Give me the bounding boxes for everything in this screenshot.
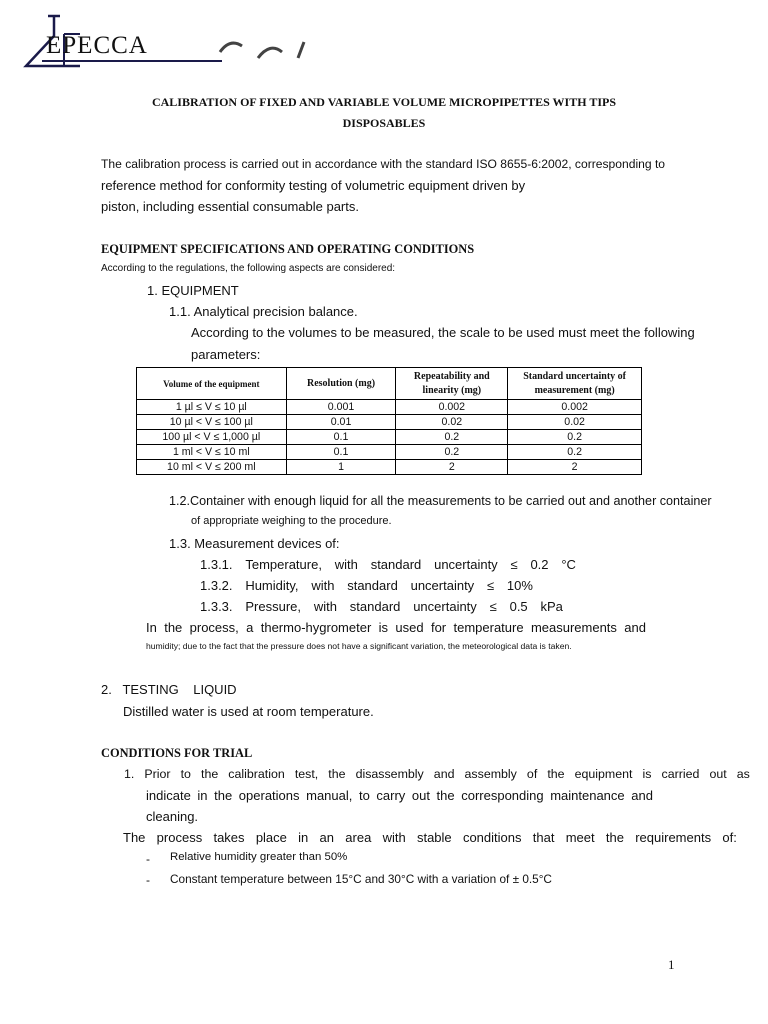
- table-cell: 0.002: [508, 400, 642, 415]
- bullet-marker: -: [146, 852, 150, 866]
- table-cell: 2: [508, 460, 642, 475]
- item-2-text: Distilled water is used at room temperature.: [123, 704, 374, 719]
- item-1-2-line-1: 1.2.Container with enough liquid for all the measurements to be carried out and another container: [169, 494, 712, 508]
- process-small-text: humidity; due to the fact that the pressure does not have a significant variation, the meteorological data is taken.: [146, 641, 572, 651]
- bullet-humidity: Relative humidity greater than 50%: [170, 851, 348, 863]
- logo-underline: [42, 60, 222, 62]
- item-2-testing-liquid: 2. TESTING LIQUID: [101, 682, 237, 697]
- table-row: [137, 430, 642, 445]
- bullet-temperature: Constant temperature between 15°C and 30°C with a variation of ± 0.5°C: [170, 872, 552, 886]
- item-1-2-line-2: of appropriate weighing to the procedure.: [191, 515, 392, 527]
- table-cell: 0.001: [286, 400, 396, 415]
- table-header: Standard uncertainty of measurement (mg): [508, 368, 642, 400]
- table-cell: 0.2: [508, 430, 642, 445]
- table-row: [137, 400, 642, 415]
- trial-item-1-line-2: indicate in the operations manual, to carry out the corresponding maintenance and: [146, 788, 653, 803]
- item-1-equipment: 1. EQUIPMENT: [147, 283, 239, 298]
- table-header: Volume of the equipment: [137, 368, 287, 400]
- table-cell: 1 ml < V ≤ 10 ml: [137, 445, 287, 460]
- table-cell: 0.2: [508, 445, 642, 460]
- table-header: Resolution (mg): [286, 368, 396, 400]
- table-header-row: [137, 368, 642, 400]
- document-title-line1: CALIBRATION OF FIXED AND VARIABLE VOLUME MICROPIPETTES WITH TIPS: [151, 95, 617, 109]
- table-cell: 10 ml < V ≤ 200 ml: [137, 460, 287, 475]
- trial-heading: CONDITIONS FOR TRIAL: [101, 746, 253, 760]
- process-requirements-line: The process takes place in an area with stable conditions that meet the requirements of:: [123, 830, 737, 845]
- intro-line-1: The calibration process is carried out in accordance with the standard ISO 8655-6:2002, corresponding to: [101, 157, 666, 171]
- spec-heading: EQUIPMENT SPECIFICATIONS AND OPERATING CONDITIONS: [101, 242, 475, 256]
- table-cell: 0.02: [396, 415, 508, 430]
- table-cell: 1: [286, 460, 396, 475]
- table-cell: 0.2: [396, 430, 508, 445]
- spec-subheading: According to the regulations, the following aspects are considered:: [101, 263, 396, 274]
- item-1-3-2: 1.3.2. Humidity, with standard uncertainty ≤ 10%: [200, 578, 533, 593]
- process-line: In the process, a thermo-hygrometer is used for temperature measurements and: [146, 620, 646, 635]
- item-1-3: 1.3. Measurement devices of:: [169, 536, 340, 551]
- table-cell: 0.02: [508, 415, 642, 430]
- page-number: 1: [668, 957, 675, 972]
- document-title-line2: DISPOSABLES: [342, 116, 426, 130]
- table-cell: 0.2: [396, 445, 508, 460]
- item-1-1-text-2: parameters:: [191, 347, 261, 362]
- table-cell: 1 µl ≤ V ≤ 10 µl: [137, 400, 287, 415]
- balance-spec-table: [136, 367, 642, 475]
- trial-item-1-line-1: 1. Prior to the calibration test, the disassembly and assembly of the equipment is carried out as: [124, 767, 750, 781]
- item-1-3-3: 1.3.3. Pressure, with standard uncertainty ≤ 0.5 kPa: [200, 599, 563, 614]
- item-1-1-text-1: According to the volumes to be measured, the scale to be used must meet the following: [191, 325, 695, 340]
- table-header: Repeatability and linearity (mg): [396, 368, 508, 400]
- trial-item-1-line-3: cleaning.: [146, 809, 199, 824]
- table-cell: 0.002: [396, 400, 508, 415]
- item-1-1: 1.1. Analytical precision balance.: [169, 304, 358, 319]
- table-row: [137, 445, 642, 460]
- table-row: [137, 460, 642, 475]
- intro-line-3: piston, including essential consumable parts.: [101, 199, 359, 214]
- table-cell: 100 µl < V ≤ 1,000 µl: [137, 430, 287, 445]
- company-logo: [20, 12, 320, 72]
- table-row: [137, 415, 642, 430]
- table-cell: 0.1: [286, 445, 396, 460]
- table-cell: 2: [396, 460, 508, 475]
- table-cell: 10 µl < V ≤ 100 µl: [137, 415, 287, 430]
- table-cell: 0.1: [286, 430, 396, 445]
- table-cell: 0.01: [286, 415, 396, 430]
- item-1-3-1: 1.3.1. Temperature, with standard uncertainty ≤ 0.2 °C: [200, 557, 576, 572]
- logo-text: EPECCA: [46, 32, 148, 59]
- intro-line-2: reference method for conformity testing of volumetric equipment driven by: [101, 178, 526, 193]
- bullet-marker: -: [146, 873, 150, 887]
